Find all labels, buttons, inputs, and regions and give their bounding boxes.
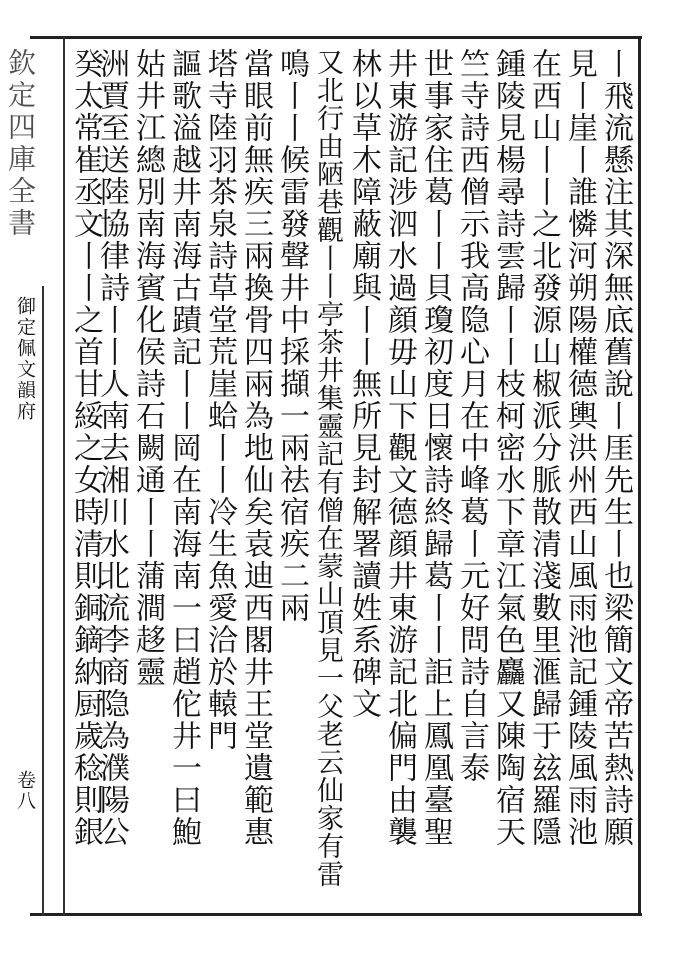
text-column-3: 在西山丨丨之北發源山椒派分脈散清淺數里滙歸于玆羅隱 bbox=[526, 48, 561, 848]
frame-right-rule bbox=[638, 36, 641, 916]
text-column-14: 姑井江總別南海賓化侯詩石闕通丨丨蒲澗趍靈 bbox=[130, 48, 165, 688]
margin-book-title: 御定佩文韻府 bbox=[14, 296, 36, 422]
text-column-6: 世事家住葛丨丨貝瓊初度日懷詩終歸葛丨丨詎上鳳凰臺聖 bbox=[418, 48, 453, 848]
text-column-16: 癸太常崔丞文丨丨之首甘綏之女時清則銅鏑納厨歲稔則銀 bbox=[68, 48, 103, 848]
text-column-9: 又北行由陋巷觀丨丨亭茶井集靈記有僧在蒙山頂見一父老云仙家有雷 bbox=[312, 48, 343, 888]
frame-top-rule bbox=[30, 36, 642, 39]
text-column-7: 井東游記涉泗水過顔毋山下觀文德顔井東游記北偏門由襲 bbox=[382, 48, 417, 848]
margin-rule bbox=[63, 36, 65, 916]
text-column-11: 當眼前無疾三兩換骨四兩為地仙矣袁迪西閣井王堂遺範惠 bbox=[238, 48, 273, 848]
text-column-15: 洲賈至送陸協律詩丨丨人南去湘川水北流李商隐為濮陽公 bbox=[94, 48, 129, 848]
text-column-2: 見丨崖丨誰憐河朔陽權德輿洪州西山風雨池記鍾陵風雨池 bbox=[562, 48, 597, 848]
margin-title: 欽定四庫全書 bbox=[4, 48, 37, 240]
frame-bottom-rule bbox=[30, 913, 642, 916]
text-column-8: 林以草木障蔽廟與丨丨無所見封解署讀姓系碑文 bbox=[346, 48, 381, 720]
text-column-5: 竺寺詩西僧示我高隐心月在中峰葛丨元好問詩自言泰 bbox=[454, 48, 489, 784]
text-column-1: 丨飛流懸注其深無底舊說丨厓先生丨也梁簡文帝苦熱詩願 bbox=[598, 48, 633, 848]
text-column-12: 塔寺陸羽茶泉詩草堂荒崖蛤丨丨冷生魚愛洽於轅門 bbox=[202, 48, 237, 752]
text-column-4: 鍾陵見楊尋詩雲歸丨丨枝柯密水下章江氣色麤又陳陶宿天 bbox=[490, 48, 525, 848]
text-column-10: 鳴丨丨候雷發聲井中採擷一兩祛宿疾二兩 bbox=[274, 48, 309, 624]
margin-page-number: 卷八 bbox=[14, 770, 36, 812]
margin-inner-rule bbox=[42, 286, 44, 916]
text-column-13: 謳歌溢越井南海古蹟記丨丨岡在南海南一曰趙佗井一曰鮑 bbox=[166, 48, 201, 848]
